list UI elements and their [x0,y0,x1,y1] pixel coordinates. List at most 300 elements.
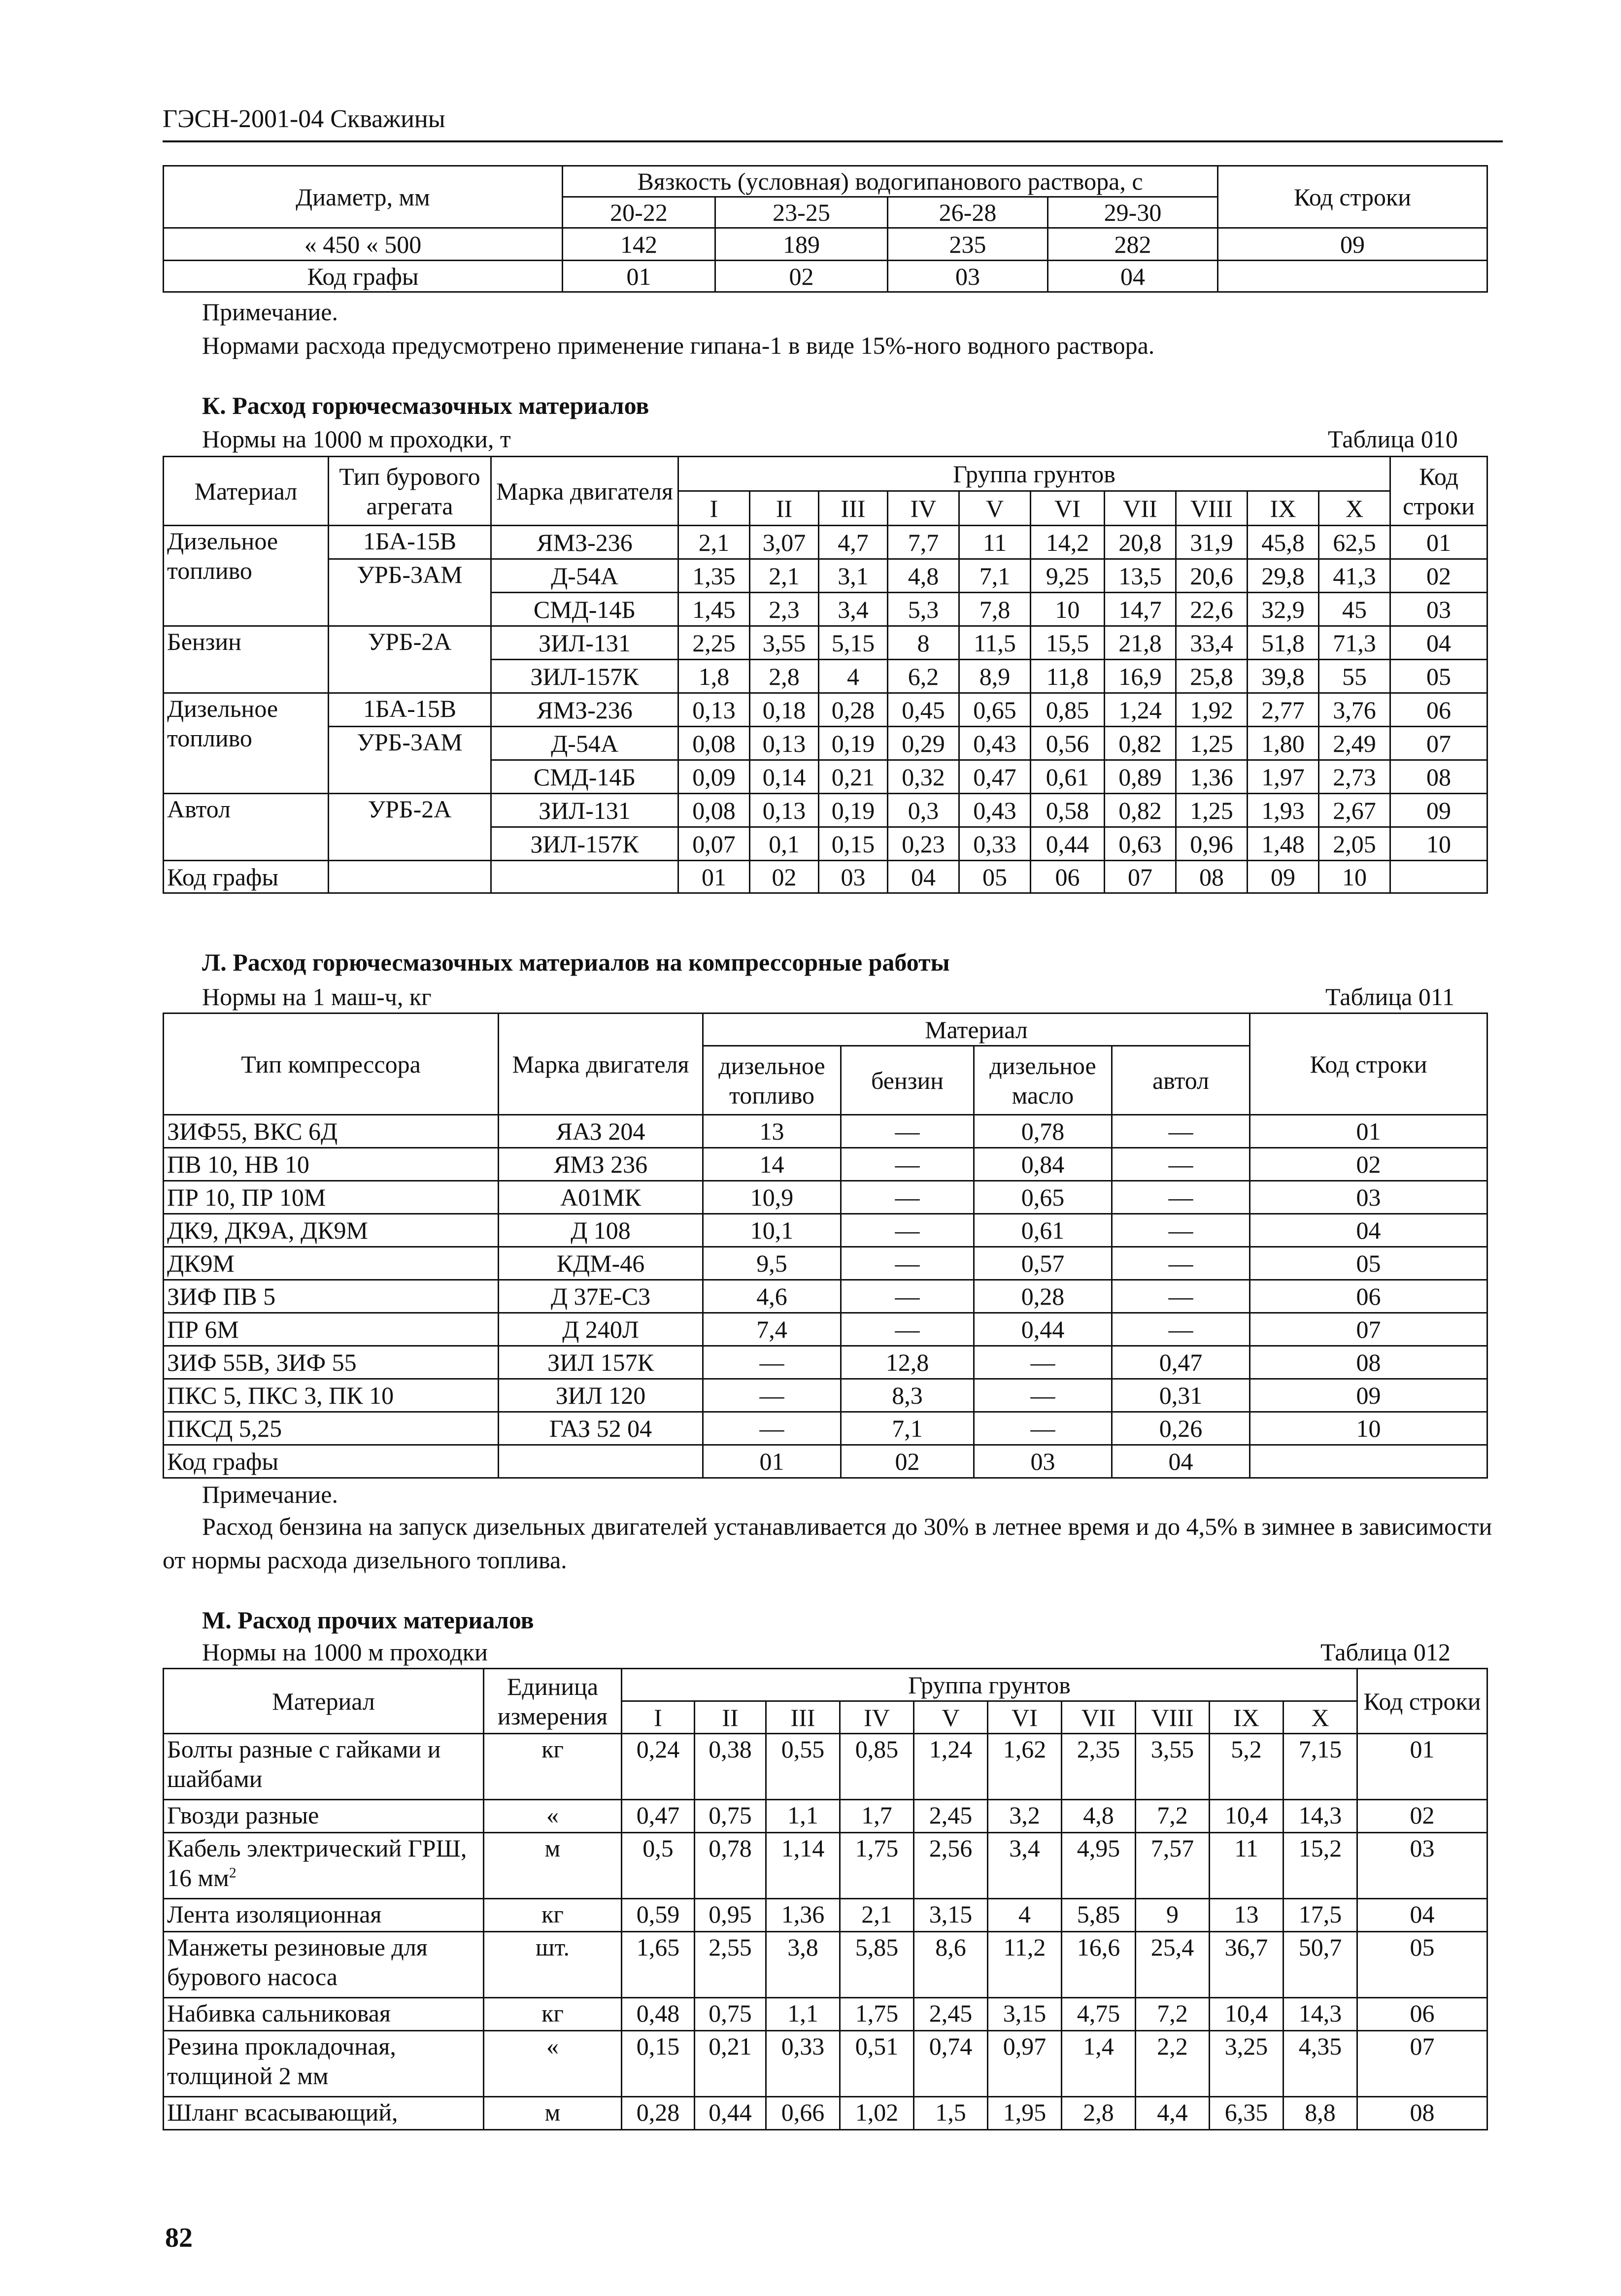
table-row [164,1445,1487,1478]
value-cell: 2,25 [678,626,750,660]
value-cell: 0,15 [819,827,888,861]
material-line: Дизельное [167,527,278,555]
value-cell: 32,9 [1248,593,1319,626]
row-code-cell: 02 [1390,559,1487,593]
value-cell: 0,61 [974,1214,1112,1247]
row-code-cell: 03 [1390,593,1487,626]
value-cell: 3,4 [988,1833,1062,1899]
value-cell: 10 [1031,593,1105,626]
unit-type-line: 1БА-15В [363,527,457,555]
graph-code: 03 [819,861,888,893]
material-name: Манжеты резиновые для бурового насоса [167,1933,428,1991]
value-cell: 0,29 [888,727,959,760]
value-cell: 1,24 [1105,693,1176,727]
row-code-cell: 03 [1357,1833,1487,1899]
row-code: 09 [1218,228,1487,261]
value-cell: 0,57 [974,1247,1112,1280]
graph-code: 04 [1112,1445,1250,1478]
value-cell: 11 [1210,1833,1283,1899]
table-row [164,1800,1487,1833]
soil-group-col: IX [1248,491,1319,526]
code-row-header: Код строки [1250,1013,1487,1115]
value-cell: 7,57 [1136,1833,1210,1899]
graph-code: 06 [1031,861,1105,893]
value-cell: 1,4 [1062,2031,1136,2097]
table-row [164,2097,1487,2130]
unit-type-line: УРБ-2А [368,628,452,655]
value-cell: 1,14 [766,1833,840,1899]
unit-cell: м [484,2097,622,2130]
value-cell: 14,3 [1283,1998,1357,2031]
value-cell: 0,51 [840,2031,914,2097]
running-header: ГЭСН-2001-04 Скважины [163,105,445,133]
value-cell: — [841,1181,974,1214]
value-cell: 0,38 [695,1734,766,1800]
empty-cell [491,861,678,893]
value-cell: — [703,1379,841,1412]
value-cell: 0,58 [1031,794,1105,827]
unit-type-cell [329,727,491,794]
table-row [164,457,1487,491]
unit-type-cell [329,559,491,626]
engine-brand-header: Марка двигателя [499,1013,703,1115]
value-cell: 2,2 [1136,2031,1210,2097]
value-cell: 2,55 [695,1932,766,1998]
value-cell: 0,61 [1031,760,1105,794]
value-cell: 9,5 [703,1247,841,1280]
compressor-type-cell: ДК9М [164,1247,499,1280]
value-cell: 0,24 [622,1734,695,1800]
value-cell: — [1112,1313,1250,1346]
graph-code: 07 [1105,861,1176,893]
engine-brand-cell: СМД-14Б [491,593,678,626]
value-cell: 0,14 [750,760,819,794]
value-cell: 0,66 [766,2097,840,2130]
row-code-cell: 02 [1250,1148,1487,1181]
value-cell: 3,07 [750,526,819,559]
value-cell: 14,7 [1105,593,1176,626]
engine-brand-cell: ГАЗ 52 04 [499,1412,703,1445]
soil-group-col: VII [1062,1701,1136,1734]
value-cell: 1,36 [1176,760,1248,794]
note-title: Примечание. [202,298,338,326]
cell: 189 [715,228,888,261]
value-cell: 33,4 [1176,626,1248,660]
value-cell: 0,55 [766,1734,840,1800]
value-cell: 0,89 [1105,760,1176,794]
table-row [164,794,1487,827]
value-cell: 13 [703,1115,841,1148]
row-code-cell: 08 [1357,2097,1487,2130]
material-cell [164,1734,484,1800]
value-cell: 21,8 [1105,626,1176,660]
value-cell: 2,77 [1248,693,1319,727]
value-cell: 0,75 [695,1998,766,2031]
soil-group-col: V [959,491,1031,526]
value-cell: 17,5 [1283,1899,1357,1932]
note-text: Нормами расхода предусмотрено применение гипана-1 в виде 15%-ного водного раствора. [202,332,1155,359]
graph-code: 10 [1319,861,1390,893]
material-cell [164,1998,484,2031]
value-cell: 45,8 [1248,526,1319,559]
value-cell: 0,82 [1105,727,1176,760]
row-code-cell: 07 [1390,727,1487,760]
cell: 142 [563,228,715,261]
soil-group-col: I [678,491,750,526]
value-cell: 0,43 [959,794,1031,827]
viscosity-header: Вязкость (условная) водогипанового раствора, с [563,166,1218,197]
unit-type-line: 1БА-15В [363,695,457,722]
value-cell: 0,26 [1112,1412,1250,1445]
table-row [164,1280,1487,1313]
value-cell: 51,8 [1248,626,1319,660]
value-cell: 0,47 [1112,1346,1250,1379]
section-m-title: М. Расход прочих материалов [202,1606,534,1634]
value-cell: 1,48 [1248,827,1319,861]
note2-text: Расход бензина на запуск дизельных двигателей устанавливается до 30% в летнее время и до 4,5% в зимнее в зависимости от нормы расхода дизельного топлива. [163,1513,1492,1574]
value-cell: 2,3 [750,593,819,626]
material-name: Гвозди разные [167,1801,319,1829]
value-cell: 3,76 [1319,693,1390,727]
visc-col: 29-30 [1048,197,1218,228]
value-cell: 0,15 [622,2031,695,2097]
cell: 235 [888,228,1048,261]
row-code-cell: 08 [1390,760,1487,794]
value-cell: 2,56 [914,1833,988,1899]
value-cell: 1,45 [678,593,750,626]
value-cell: 0,18 [750,693,819,727]
value-cell: — [841,1115,974,1148]
value-cell: 25,8 [1176,660,1248,693]
value-cell: — [974,1379,1112,1412]
table-row [164,526,1487,559]
value-cell: 25,4 [1136,1932,1210,1998]
material-name: Болты разные с гайками и шайбами [167,1735,441,1792]
value-cell: 2,8 [750,660,819,693]
value-cell: 0,65 [974,1181,1112,1214]
table-row [164,1412,1487,1445]
table-row [164,1833,1487,1899]
material-cell [164,2097,484,2130]
graph-code: 01 [678,861,750,893]
soil-group-col: VII [1105,491,1176,526]
value-cell: 0,75 [695,1800,766,1833]
material-cell [164,794,329,861]
value-cell: 0,85 [840,1734,914,1800]
superscript: 2 [229,1864,236,1881]
material-cell [164,1833,484,1899]
section-l-table-number: Таблица 011 [1325,983,1454,1011]
value-cell: 0,19 [819,727,888,760]
value-cell: 7,1 [959,559,1031,593]
row-code-cell: 05 [1357,1932,1487,1998]
value-cell: 0,43 [959,727,1031,760]
value-cell: 7,8 [959,593,1031,626]
value-cell: 0,44 [1031,827,1105,861]
value-cell: 14,3 [1283,1800,1357,1833]
soil-group-col: VI [988,1701,1062,1734]
value-cell: 0,33 [766,2031,840,2097]
graph-code: 05 [959,861,1031,893]
value-cell: 5,15 [819,626,888,660]
row-label: « 450 « 500 [164,228,563,261]
graph-label: Код графы [164,261,563,292]
value-cell: 0,19 [819,794,888,827]
value-cell: — [841,1214,974,1247]
material-col: дизельное масло [974,1046,1112,1115]
material-header: Материал [703,1013,1250,1046]
material-line: топливо [167,557,252,584]
material-cell [164,1932,484,1998]
value-cell: 14 [703,1148,841,1181]
value-cell: 0,44 [695,2097,766,2130]
value-cell: 2,49 [1319,727,1390,760]
code-row-header: Код строки [1357,1669,1487,1734]
soil-group-col: III [766,1701,840,1734]
value-cell: 0,32 [888,760,959,794]
header-rule [163,140,1503,142]
section-m-norms: Нормы на 1000 м проходки [202,1638,488,1666]
engine-brand-cell: Д-54А [491,727,678,760]
engine-brand-cell: Д 108 [499,1214,703,1247]
row-code-cell: 09 [1250,1379,1487,1412]
compressor-type-cell: ПР 10, ПР 10М [164,1181,499,1214]
engine-brand-cell: ЗИЛ-131 [491,794,678,827]
section-k-table-number: Таблица 010 [1328,425,1458,453]
value-cell: — [1112,1181,1250,1214]
value-cell: 1,75 [840,1833,914,1899]
empty-cell [329,861,491,893]
value-cell: 2,45 [914,1800,988,1833]
value-cell: 0,21 [819,760,888,794]
value-cell: 10,9 [703,1181,841,1214]
compressor-type-cell: ДК9, ДК9А, ДК9М [164,1214,499,1247]
section-l-title: Л. Расход горючесмазочных материалов на компрессорные работы [202,948,950,976]
engine-brand-cell: ЗИЛ 157К [499,1346,703,1379]
value-cell: 10,4 [1210,1998,1283,2031]
value-cell: 0,95 [695,1899,766,1932]
row-code-cell: 10 [1250,1412,1487,1445]
soil-group-col: I [622,1701,695,1734]
compressor-type-cell: ПКС 5, ПКС 3, ПК 10 [164,1379,499,1412]
graph-code: 02 [715,261,888,292]
value-cell: 2,45 [914,1998,988,2031]
material-col: бензин [841,1046,974,1115]
graph-code: 02 [841,1445,974,1478]
table-row [164,626,1487,660]
row-code-cell: 06 [1250,1280,1487,1313]
soil-group-col: VIII [1176,491,1248,526]
value-cell: 5,3 [888,593,959,626]
table-row [164,1346,1487,1379]
value-cell: 5,85 [1062,1899,1136,1932]
value-cell: — [1112,1214,1250,1247]
unit-type-cell [329,693,491,727]
empty-cell [1390,861,1487,893]
value-cell: 55 [1319,660,1390,693]
value-cell: 0,78 [974,1115,1112,1148]
value-cell: 6,35 [1210,2097,1283,2130]
table-row [164,1115,1487,1148]
value-cell: 0,65 [959,693,1031,727]
material-header: Материал [164,1669,484,1734]
value-cell: 11 [959,526,1031,559]
value-cell: 11,2 [988,1932,1062,1998]
table-row [164,1148,1487,1181]
value-cell: 2,35 [1062,1734,1136,1800]
graph-code: 01 [703,1445,841,1478]
compressor-type-header: Тип компрессора [164,1013,499,1115]
engine-brand-cell: Д 37Е-С3 [499,1280,703,1313]
unit-type-cell [329,526,491,559]
value-cell: 15,2 [1283,1833,1357,1899]
visc-col: 26-28 [888,197,1048,228]
value-cell: 1,62 [988,1734,1062,1800]
value-cell: 1,75 [840,1998,914,2031]
soil-group-col: II [750,491,819,526]
soil-group-col: IV [840,1701,914,1734]
section-k-title: К. Расход горючесмазочных материалов [202,392,649,419]
material-name: Набивка сальниковая [167,1999,391,2027]
soil-group-col: X [1319,491,1390,526]
value-cell: 3,55 [1136,1734,1210,1800]
value-cell: 0,21 [695,2031,766,2097]
fuel-table-010 [163,456,1488,894]
soil-group-col: II [695,1701,766,1734]
material-col: автол [1112,1046,1250,1115]
value-cell: — [841,1313,974,1346]
table-row [164,727,1487,760]
soil-group-col: VI [1031,491,1105,526]
value-cell: 4,95 [1062,1833,1136,1899]
value-cell: 9,25 [1031,559,1105,593]
material-cell [164,626,329,693]
value-cell: 0,28 [622,2097,695,2130]
table-row [164,861,1487,893]
value-cell: 50,7 [1283,1932,1357,1998]
material-cell [164,526,329,626]
value-cell: 7,2 [1136,1800,1210,1833]
material-line: топливо [167,724,252,752]
empty-cell [499,1445,703,1478]
value-cell: 3,4 [819,593,888,626]
material-name: Лента изоляционная [167,1900,382,1928]
row-code-cell: 06 [1357,1998,1487,2031]
value-cell: 1,36 [766,1899,840,1932]
unit-type-line: УРБ-2А [368,795,452,823]
value-cell: 0,13 [750,794,819,827]
value-cell: 7,7 [888,526,959,559]
value-cell: 2,1 [678,526,750,559]
diameter-header: Диаметр, мм [164,166,563,228]
engine-brand-cell: ЯМЗ-236 [491,693,678,727]
unit-cell: м [484,1833,622,1899]
value-cell: 0,08 [678,794,750,827]
table-row [164,1214,1487,1247]
value-cell: 0,33 [959,827,1031,861]
value-cell: 0,3 [888,794,959,827]
unit-type-cell [329,626,491,693]
graph-label: Код графы [164,861,329,893]
value-cell: 0,13 [678,693,750,727]
value-cell: 0,08 [678,727,750,760]
value-cell: 62,5 [1319,526,1390,559]
value-cell: 8 [888,626,959,660]
unit-type-line: УРБ-3АМ [357,728,463,756]
materials-table-012 [163,1668,1488,2130]
value-cell: 0,96 [1176,827,1248,861]
value-cell: 10,1 [703,1214,841,1247]
row-code-cell: 04 [1250,1214,1487,1247]
value-cell: 2,73 [1319,760,1390,794]
value-cell: 0,5 [622,1833,695,1899]
material-header: Материал [164,457,329,526]
unit-type-line: УРБ-3АМ [357,561,463,588]
graph-code: 03 [974,1445,1112,1478]
material-cell [164,1899,484,1932]
empty-cell [1218,261,1487,292]
table-row [164,693,1487,727]
value-cell: 1,25 [1176,727,1248,760]
visc-col: 20-22 [563,197,715,228]
value-cell: 4,35 [1283,2031,1357,2097]
value-cell: 20,8 [1105,526,1176,559]
value-cell: 2,05 [1319,827,1390,861]
value-cell: 1,02 [840,2097,914,2130]
value-cell: 4,8 [888,559,959,593]
viscosity-table [163,165,1488,293]
value-cell: 0,31 [1112,1379,1250,1412]
value-cell: 0,82 [1105,794,1176,827]
value-cell: 1,24 [914,1734,988,1800]
value-cell: 41,3 [1319,559,1390,593]
graph-code: 04 [1048,261,1218,292]
value-cell: 36,7 [1210,1932,1283,1998]
material-cell [164,693,329,794]
value-cell: — [703,1412,841,1445]
value-cell: 0,07 [678,827,750,861]
section-l-norms: Нормы на 1 маш-ч, кг [202,983,432,1011]
graph-code: 01 [563,261,715,292]
table-row [164,1313,1487,1346]
material-line: Бензин [167,628,241,655]
row-code-cell: 04 [1390,626,1487,660]
engine-brand-cell: СМД-14Б [491,760,678,794]
table-row [164,2031,1487,2097]
value-cell: 15,5 [1031,626,1105,660]
soil-group-header: Группа грунтов [678,457,1390,491]
value-cell: 4,75 [1062,1998,1136,2031]
value-cell: — [974,1412,1112,1445]
value-cell: 0,97 [988,2031,1062,2097]
value-cell: 45 [1319,593,1390,626]
note2-title: Примечание. [202,1481,338,1508]
value-cell: 3,55 [750,626,819,660]
graph-label: Код графы [164,1445,499,1478]
soil-group-col: III [819,491,888,526]
unit-cell: « [484,2031,622,2097]
unit-cell: кг [484,1734,622,1800]
value-cell: 0,85 [1031,693,1105,727]
engine-brand-cell: ЯМЗ-236 [491,526,678,559]
compressor-type-cell: ЗИФ ПВ 5 [164,1280,499,1313]
value-cell: 0,78 [695,1833,766,1899]
unit-header: Единица измерения [484,1669,622,1734]
table-row [164,1669,1487,1701]
graph-code: 09 [1248,861,1319,893]
material-cell [164,2031,484,2097]
value-cell: — [841,1280,974,1313]
